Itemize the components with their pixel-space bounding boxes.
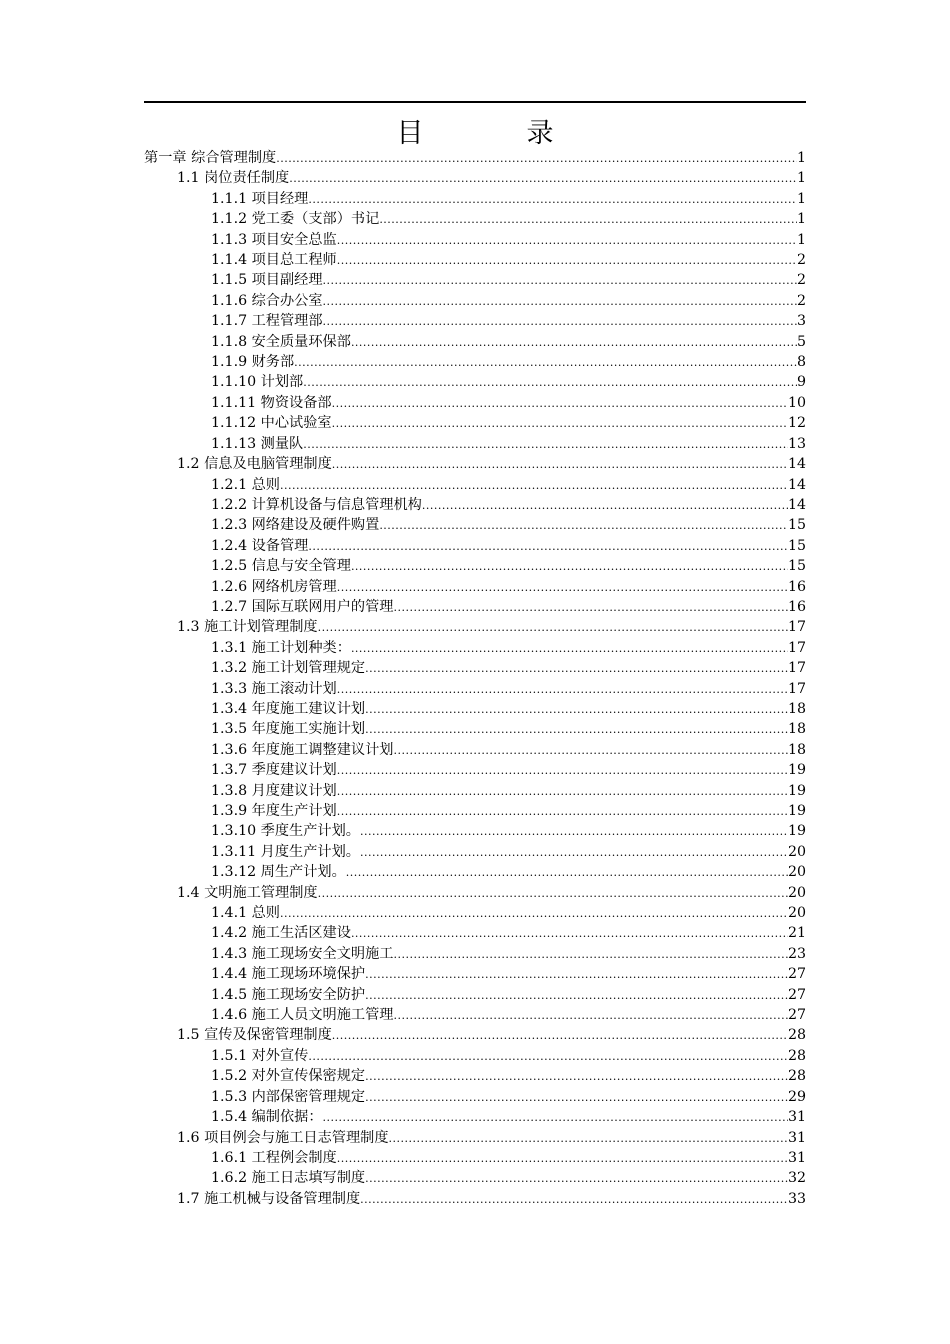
toc-entry-page: 16 [787,598,806,615]
toc-entry-page: 20 [787,864,806,881]
toc-dot-leader [379,516,788,536]
toc-dot-leader [365,1067,788,1087]
toc-dot-leader [351,557,788,577]
toc-entry[interactable] [144,781,806,801]
toc-entry-title: 1.3.9 年度生产计划 [211,803,337,819]
toc-entry[interactable] [144,638,806,658]
toc-entry[interactable] [144,944,806,964]
toc-entry-title: 1.1.3 项目安全总监 [211,231,337,248]
toc-entry-page: 20 [787,905,806,922]
toc-entry-title: 1.5 宣传及保密管理制度 [177,1027,332,1044]
toc-entry-page: 31 [787,1129,806,1146]
toc-dot-leader [394,741,788,761]
toc-dot-leader [365,965,788,985]
toc-entry-title: 1.4.2 施工生活区建设 [211,925,351,942]
toc-entry-title: 1.2.6 网络机房管理 [211,578,337,595]
toc-entry-title: 1.3.3 施工滚动计划 [211,680,337,697]
toc-entry-title: 1.2.1 总则 [211,476,280,493]
toc-entry-title: 1.2.7 国际互联网用户的管理 [211,598,394,615]
toc-entry[interactable] [144,250,806,270]
page-title: 目 录 [396,118,592,149]
toc-entry[interactable] [144,189,806,209]
toc-entry-title: 1.4.4 施工现场环境保护 [211,966,366,983]
toc-entry-page: 32 [787,1170,806,1187]
toc-entry[interactable] [144,393,806,413]
toc-dot-leader [365,720,788,740]
toc-entry-page: 28 [787,1027,806,1044]
toc-dot-leader [280,476,788,496]
toc-entry[interactable] [144,964,806,984]
toc-entry[interactable] [144,454,806,474]
toc-entry-page: 2 [796,272,806,289]
toc-entry-page: 31 [787,1109,806,1126]
toc-entry-title: 1.3.11 月度生产计划。 [211,843,360,860]
toc-dot-leader [337,251,797,271]
header-rule [144,101,806,103]
toc-dot-leader [318,884,788,904]
toc-dot-leader [351,639,788,659]
toc-dot-leader [276,149,797,169]
toc-entry-page: 14 [787,476,806,493]
toc-entry-title: 1.5.1 对外宣传 [211,1047,309,1064]
toc-entry[interactable] [144,699,806,719]
toc-dot-leader [351,333,797,353]
toc-entry-title: 1.3 施工计划管理制度 [177,619,318,636]
toc-entry[interactable] [144,1128,806,1148]
toc-entry-page: 14 [787,456,806,473]
toc-entry-page: 19 [787,803,806,819]
toc-dot-leader [337,761,788,781]
toc-entry-title: 1.1.4 项目总工程师 [211,252,337,269]
toc-entry-page: 20 [787,884,806,901]
toc-entry[interactable] [144,434,806,454]
toc-entry-title: 1.2.4 设备管理 [211,537,309,554]
toc-dot-leader [422,496,788,516]
toc-entry[interactable] [144,291,806,311]
toc-dot-leader [303,435,788,455]
toc-dot-leader [332,1026,788,1046]
toc-entry-title: 1.5.4 编制依据： [211,1109,323,1126]
toc-entry-title: 1.1.9 财务部 [211,354,295,371]
toc-entry[interactable] [144,515,806,535]
toc-entry-page: 9 [796,374,806,391]
toc-entry[interactable] [144,923,806,943]
toc-dot-leader [365,1088,788,1108]
toc-entry[interactable] [144,1189,806,1209]
toc-entry-page: 1 [796,231,806,248]
toc-entry[interactable] [144,862,806,882]
toc-entry[interactable] [144,679,806,699]
toc-entry[interactable] [144,883,806,903]
toc-entry[interactable] [144,332,806,352]
toc-entry[interactable] [144,556,806,576]
toc-entry[interactable] [144,475,806,495]
toc-entry-page: 15 [787,517,806,534]
toc-entry-page: 1 [796,190,806,207]
toc-entry-page: 3 [796,313,806,330]
toc-entry-title: 1.2.3 网络建设及硬件购置 [211,517,380,534]
toc-entry-page: 17 [787,639,806,656]
toc-entry-title: 1.3.2 施工计划管理规定 [211,660,366,677]
toc-dot-leader [332,394,788,414]
toc-dot-leader [360,843,788,863]
toc-entry-page: 5 [796,333,806,350]
toc-dot-leader [365,700,788,720]
toc-entry-page: 14 [787,496,806,513]
toc-entry-title: 1.1.11 物资设备部 [211,394,332,411]
toc-entry[interactable] [144,209,806,229]
toc-entry[interactable] [144,760,806,780]
toc-dot-leader [360,822,788,842]
toc-entry-page: 27 [787,986,806,1003]
toc-entry[interactable] [144,985,806,1005]
toc-entry[interactable] [144,903,806,923]
toc-entry-title: 1.3.10 季度生产计划。 [211,823,360,840]
toc-entry-page: 23 [787,945,806,962]
toc-entry-page: 19 [787,823,806,840]
toc-dot-leader [337,680,788,700]
toc-dot-leader [323,271,797,291]
toc-dot-leader [394,945,788,965]
toc-dot-leader [394,1006,788,1026]
toc-entry[interactable] [144,617,806,637]
toc-entry[interactable] [144,270,806,290]
toc-entry[interactable] [144,413,806,433]
toc-dot-leader [323,1108,788,1128]
toc-entry-page: 10 [787,394,806,411]
toc-entry[interactable] [144,801,806,821]
toc-entry-page: 31 [787,1149,806,1166]
toc-entry-title: 1.1.2 党工委（支部）书记 [211,211,380,228]
toc-dot-leader [337,802,788,822]
toc-entry[interactable] [144,842,806,862]
toc-entry-page: 29 [787,1088,806,1105]
toc-entry-title: 1.1.10 计划部 [211,374,304,391]
toc-entry-title: 1.4 文明施工管理制度 [177,884,318,901]
toc-entry-title: 1.1.5 项目副经理 [211,272,323,289]
toc-entry-title: 1.3.8 月度建议计划 [211,782,337,799]
toc-entry[interactable] [144,1168,806,1188]
toc-dot-leader [303,373,797,393]
toc-entry-page: 2 [796,292,806,309]
toc-entry-page: 13 [787,435,806,452]
toc-entry[interactable] [144,1148,806,1168]
toc-entry-title: 1.3.6 年度施工调整建议计划 [211,741,394,758]
toc-entry-title: 1.3.4 年度施工建议计划 [211,700,366,717]
toc-entry-title: 1.6.2 施工日志填写制度 [211,1170,366,1187]
toc-dot-leader [365,659,788,679]
toc-entry-title: 1.6.1 工程例会制度 [211,1149,337,1166]
toc-dot-leader [394,598,788,618]
toc-dot-leader [365,986,788,1006]
toc-entry[interactable] [144,740,806,760]
toc-entry-title: 1.3.5 年度施工实施计划 [211,721,366,738]
toc-entry-page: 20 [787,843,806,860]
toc-entry-title: 1.4.3 施工现场安全文明施工 [211,945,394,962]
toc-entry-title: 1.1.12 中心试验室 [211,415,332,432]
table-of-contents [144,148,806,1209]
toc-entry-page: 17 [787,660,806,677]
toc-entry[interactable] [144,1107,806,1127]
toc-entry[interactable] [144,230,806,250]
toc-dot-leader [318,618,788,638]
toc-entry[interactable] [144,352,806,372]
toc-entry[interactable] [144,1005,806,1025]
toc-dot-leader [308,1047,788,1067]
toc-dot-leader [337,1149,788,1169]
toc-entry-title: 1.1.7 工程管理部 [211,313,323,330]
toc-entry-title: 1.1.13 测量队 [211,435,304,452]
toc-entry-page: 17 [787,619,806,636]
toc-entry[interactable] [144,577,806,597]
toc-entry-title: 1.3.7 季度建议计划 [211,762,337,779]
toc-entry-title: 1.1.8 安全质量环保部 [211,333,351,350]
toc-entry-page: 19 [787,762,806,779]
toc-entry[interactable] [144,821,806,841]
toc-entry-page: 12 [787,415,806,432]
toc-dot-leader [389,1129,788,1149]
toc-entry-page: 33 [787,1190,806,1207]
toc-dot-leader [346,863,788,883]
toc-entry[interactable] [144,168,806,188]
toc-dot-leader [337,782,788,802]
toc-dot-leader [294,353,797,373]
toc-dot-leader [337,578,788,598]
toc-entry-title: 1.5.3 内部保密管理规定 [211,1088,366,1105]
toc-entry-title: 1.4.1 总则 [211,905,280,922]
toc-entry-title: 1.1 岗位责任制度 [177,170,290,187]
toc-dot-leader [351,924,788,944]
toc-entry-title: 1.1.6 综合办公室 [211,292,323,309]
toc-entry[interactable] [144,148,806,168]
toc-entry-page: 28 [787,1047,806,1064]
toc-entry-page: 1 [796,211,806,228]
toc-entry-title: 1.1.1 项目经理 [211,190,309,207]
toc-entry[interactable] [144,658,806,678]
toc-entry-page: 18 [787,721,806,738]
toc-dot-leader [379,210,797,230]
toc-entry-title: 1.4.5 施工现场安全防护 [211,986,366,1003]
toc-entry[interactable] [144,495,806,515]
toc-entry-page: 18 [787,700,806,717]
toc-entry-title: 1.2 信息及电脑管理制度 [177,456,332,473]
toc-entry-page: 21 [787,925,806,942]
toc-entry[interactable] [144,372,806,392]
toc-entry-page: 27 [787,1007,806,1024]
toc-entry-title: 1.5.2 对外宣传保密规定 [211,1068,366,1085]
toc-entry[interactable] [144,1046,806,1066]
toc-entry[interactable] [144,311,806,331]
toc-entry-page: 27 [787,966,806,983]
toc-entry-title: 1.4.6 施工人员文明施工管理 [211,1007,394,1024]
toc-entry[interactable] [144,536,806,556]
toc-entry-page: 28 [787,1068,806,1085]
toc-dot-leader [365,1169,788,1189]
toc-entry-title: 1.7 施工机械与设备管理制度 [177,1190,361,1207]
toc-entry-page: 8 [796,354,806,371]
toc-entry-page: 1 [796,170,806,187]
toc-dot-leader [308,537,788,557]
toc-dot-leader [323,292,797,312]
toc-entry[interactable] [144,597,806,617]
toc-dot-leader [289,169,797,189]
toc-entry[interactable] [144,719,806,739]
toc-dot-leader [323,312,797,332]
toc-dot-leader [332,455,788,475]
toc-entry-title: 1.3.12 周生产计划。 [211,864,346,881]
toc-dot-leader [332,414,788,434]
toc-entry-page: 18 [787,741,806,758]
toc-entry[interactable] [144,1087,806,1107]
toc-entry-title: 1.3.1 施工计划种类： [211,639,351,656]
toc-entry-title: 1.2.5 信息与安全管理 [211,558,351,575]
toc-dot-leader [337,231,797,251]
toc-entry-page: 15 [787,558,806,575]
toc-dot-leader [360,1190,788,1210]
toc-entry-page: 17 [787,680,806,697]
toc-dot-leader [308,190,797,210]
toc-dot-leader [280,904,788,924]
toc-entry-title: 第一章 综合管理制度 [144,150,277,166]
toc-entry-page: 19 [787,782,806,799]
toc-entry-page: 2 [796,252,806,269]
toc-entry[interactable] [144,1066,806,1086]
toc-entry-title: 1.6 项目例会与施工日志管理制度 [177,1129,389,1146]
toc-entry-title: 1.2.2 计算机设备与信息管理机构 [211,496,422,513]
toc-entry-page: 15 [787,537,806,554]
toc-entry[interactable] [144,1025,806,1045]
toc-entry-page: 1 [796,150,806,166]
toc-entry-page: 16 [787,578,806,595]
